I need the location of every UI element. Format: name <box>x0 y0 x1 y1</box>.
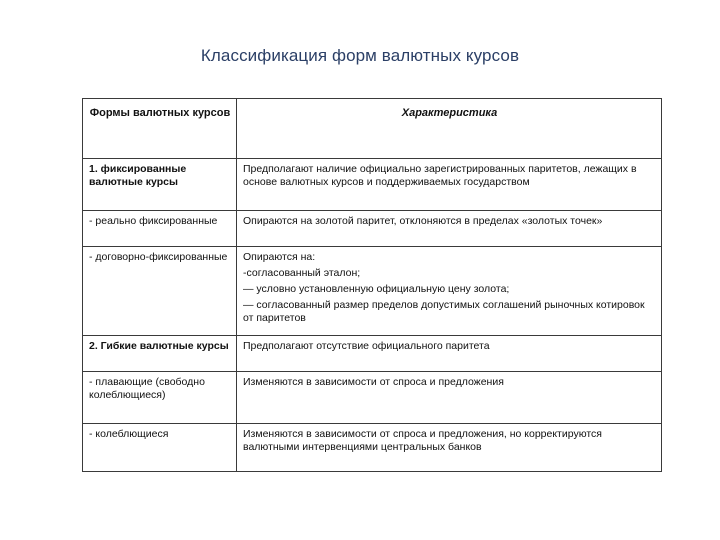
header-characteristic: Характеристика <box>237 99 662 159</box>
row-description-cell: Предполагают наличие официально зарегистрированных паритетов, лежащих в основе валютных курсов и поддерживаемых государством <box>237 159 662 211</box>
row-description-cell <box>237 247 662 336</box>
description-line: — согласованный размер пределов допустимых соглашений рыночных котировок от паритетов <box>243 299 645 324</box>
classification-table <box>82 98 662 472</box>
row-form-cell: - плавающие (свободно колеблющиеся) <box>83 372 237 424</box>
description-line: — условно установленную официальную цену золота; <box>243 283 510 295</box>
table-row <box>83 424 662 472</box>
table-row <box>83 372 662 424</box>
row-description-cell: Изменяются в зависимости от спроса и предложения <box>237 372 662 424</box>
row-description-cell: Предполагают отсутствие официального паритета <box>237 336 662 372</box>
row-form-cell: - реально фиксированные <box>83 211 237 247</box>
table-row <box>83 159 662 211</box>
row-form-cell: 1. фиксированные валютные курсы <box>83 159 237 211</box>
row-form-cell: 2. Гибкие валютные курсы <box>83 336 237 372</box>
table-row <box>83 336 662 372</box>
header-forms: Формы валютных курсов <box>83 99 237 159</box>
table-row <box>83 211 662 247</box>
table-row <box>83 247 662 336</box>
slide-title: Классификация форм валютных курсов <box>200 46 520 65</box>
description-line: -согласованный эталон; <box>243 267 361 279</box>
description-line: Опираются на: <box>243 251 316 263</box>
row-form-cell: - колеблющиеся <box>83 424 237 472</box>
table-header-row <box>83 99 662 159</box>
row-description-cell: Опираются на золотой паритет, отклоняются в пределах «золотых точек» <box>237 211 662 247</box>
row-form-cell: - договорно-фиксированные <box>83 247 237 336</box>
row-description-cell: Изменяются в зависимости от спроса и предложения, но корректируются валютными интервенциями центральных банков <box>237 424 662 472</box>
